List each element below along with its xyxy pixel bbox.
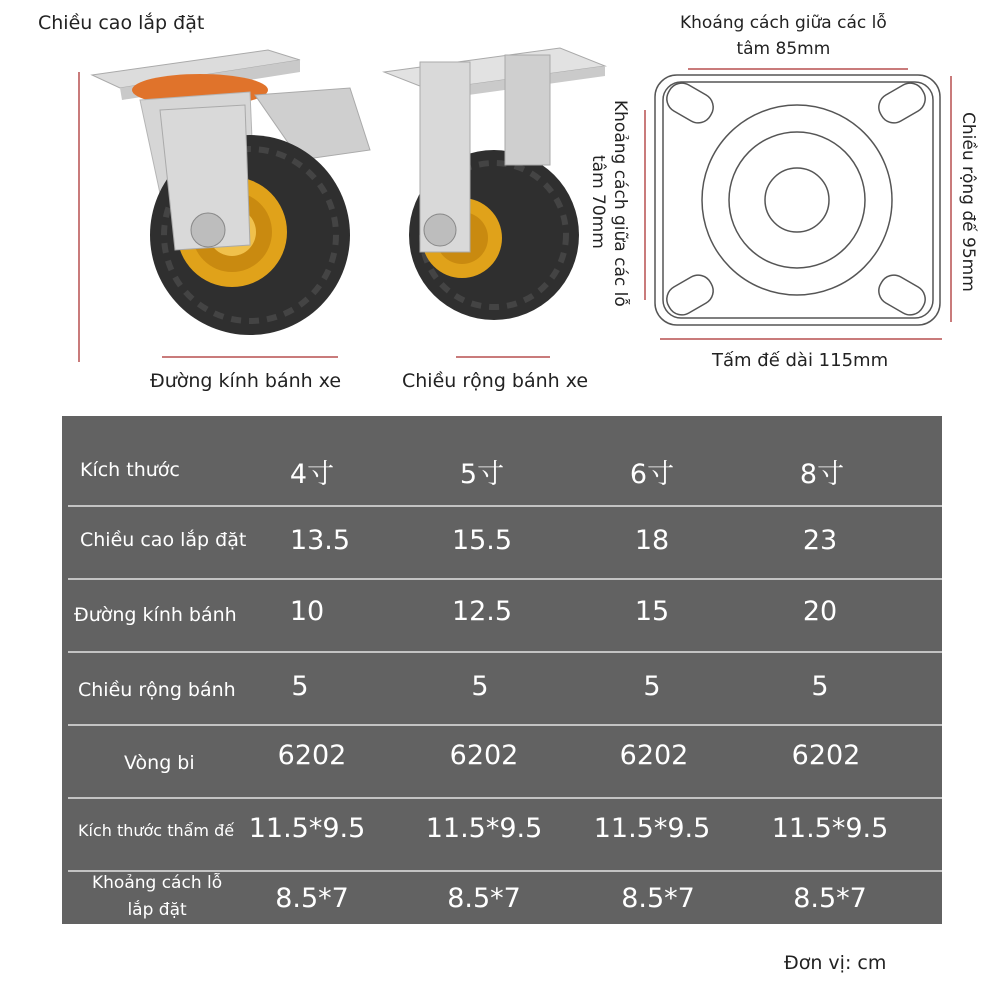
wheel-width-label: Chiều rộng bánh xe (402, 370, 589, 392)
hole-distance-long-line2: tâm 85mm (736, 39, 831, 59)
cell: 15.5 (451, 525, 513, 556)
swivel-caster-image (92, 50, 370, 335)
table-row (62, 653, 942, 726)
hole-distance-long-label (680, 10, 887, 62)
cell: 8.5*7 (621, 883, 695, 914)
cell: 13.5 (289, 525, 351, 556)
cell: 8.5*7 (793, 883, 867, 914)
cell: 11.5*9.5 (593, 813, 711, 844)
row-label-line1: Khoảng cách lỗ (92, 873, 223, 893)
plate-width-line (950, 76, 952, 322)
cell: 5 (811, 671, 829, 702)
table-row (62, 580, 942, 653)
hole-distance-short-line (644, 110, 646, 300)
cell: 6202 (277, 740, 347, 771)
unit-note: Đơn vị: cm (784, 952, 887, 974)
table-row (62, 867, 942, 924)
cell: 5 (291, 671, 309, 702)
wheel-diameter-label: Đường kính bánh xe (150, 370, 342, 392)
cell: 6202 (791, 740, 861, 771)
plate-width-label: Chiều rộng đế 95mm (958, 112, 978, 292)
cell: 10 (289, 596, 325, 627)
cell: 6寸 (629, 459, 675, 490)
cell: 23 (802, 525, 838, 556)
cell: 18 (634, 525, 670, 556)
cell: 8.5*7 (275, 883, 349, 914)
table-row (62, 726, 942, 799)
cell: 11.5*9.5 (248, 813, 366, 844)
cell: 11.5*9.5 (771, 813, 889, 844)
cell: 4寸 (289, 459, 335, 490)
row-label: Chiều cao lắp đặt (80, 529, 247, 551)
row-label: Đường kính bánh (74, 604, 237, 626)
cell: 12.5 (451, 596, 513, 627)
hole-distance-short-label-line2: tâm 70mm (588, 155, 608, 249)
row-label: Kích thước (80, 459, 180, 481)
plate-length-line (660, 338, 942, 340)
cell: 6202 (449, 740, 519, 771)
fixed-caster-image (384, 48, 605, 320)
cell: 8寸 (799, 459, 845, 490)
hole-distance-long-line1: Khoáng cách giữa các lỗ (680, 13, 887, 33)
row-label (92, 870, 222, 924)
cell: 20 (802, 596, 838, 627)
hole-distance-short-label-line1: Khoảng cách giữa các lỗ (610, 100, 630, 307)
cell: 5 (471, 671, 489, 702)
table-row (62, 434, 942, 507)
cell: 5 (643, 671, 661, 702)
cell: 8.5*7 (447, 883, 521, 914)
wheel-width-line (456, 356, 550, 358)
cell: 11.5*9.5 (425, 813, 543, 844)
mounting-plate-diagram (655, 75, 940, 325)
mount-height-label: Chiều cao lắp đặt (38, 12, 205, 34)
cell: 6202 (619, 740, 689, 771)
row-label-line2: lắp đặt (127, 900, 187, 920)
mount-height-line (78, 72, 80, 362)
spec-table (62, 416, 942, 924)
wheel-diameter-line (162, 356, 338, 358)
table-row (62, 799, 942, 872)
row-label: Chiều rộng bánh (78, 679, 236, 701)
hole-distance-long-line (688, 68, 908, 70)
cell: 15 (634, 596, 670, 627)
row-label: Kích thước thẩm đế (78, 821, 235, 840)
row-label: Vòng bi (124, 752, 195, 774)
plate-length-label: Tấm đế dài 115mm (712, 350, 889, 371)
cell: 5寸 (459, 459, 505, 490)
table-row (62, 507, 942, 580)
